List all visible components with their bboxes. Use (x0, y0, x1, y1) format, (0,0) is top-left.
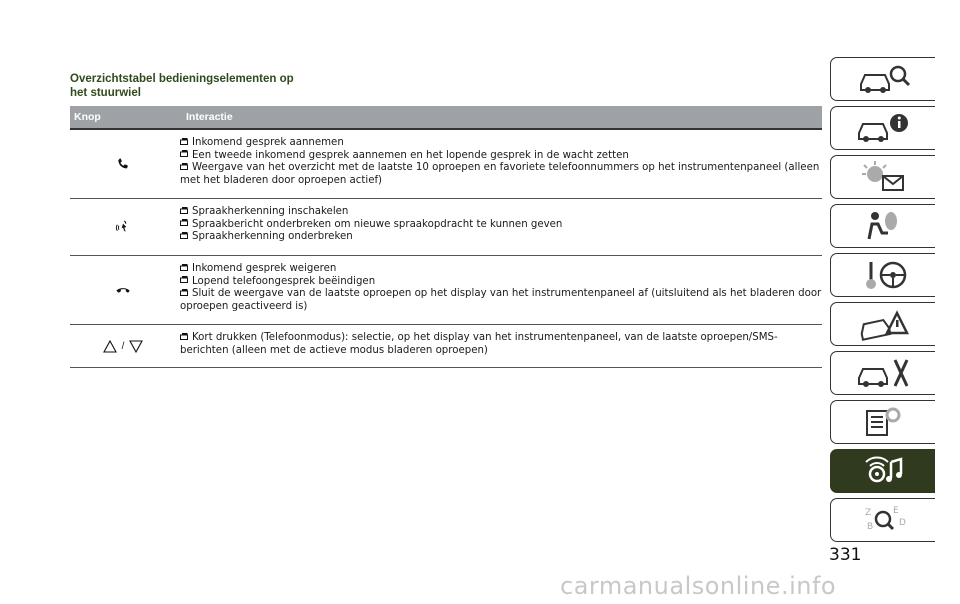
knop-cell (70, 199, 176, 255)
knop-cell (70, 130, 176, 198)
bullet-icon (180, 150, 188, 157)
header-knop: Knop (74, 111, 101, 123)
index-search-icon (853, 503, 913, 537)
key-steering-wheel-icon (853, 258, 913, 292)
tab-key-steering[interactable] (830, 253, 935, 297)
title-line-1: Overzichtstabel bedieningselementen op (70, 73, 294, 85)
bullet-icon (180, 264, 188, 271)
car-warning-icon (853, 307, 913, 341)
voice-recognition-icon (115, 219, 131, 235)
section-title (70, 72, 370, 100)
bullet-icon (180, 163, 188, 170)
list-item: Spraakherkenning inschakelen (180, 206, 822, 219)
list-item: Kort drukken (Telefoonmodus): selectie, op het display van het instrumentenpaneel, van de laatste oproepen/SMS-berichten (alleen met de actieve modus bladeren oproepen) (180, 332, 778, 356)
list-item: Een tweede inkomend gesprek aannemen en het lopende gesprek in de wacht zetten (180, 150, 822, 163)
table-row (70, 199, 822, 256)
tab-multimedia[interactable] (830, 449, 935, 493)
list-item: Inkomend gesprek aannemen (180, 137, 822, 150)
tab-car-warning[interactable] (830, 302, 935, 346)
tab-index[interactable] (830, 498, 935, 542)
tab-car-info[interactable] (830, 106, 935, 150)
tab-light-message[interactable] (830, 155, 935, 199)
list-item: Weergave van het overzicht met de laatste 10 oproepen en favoriete telefoonnummers op het instrumentenpaneel (alleen met het bladeren door oproepen actief) (180, 162, 820, 186)
table-row (70, 256, 822, 325)
phone-hangup-icon (115, 285, 131, 295)
watermark: carmanualsonline.info (560, 572, 837, 600)
phone-answer-icon (116, 157, 130, 171)
list-item: Lopend telefoongesprek beëindigen (180, 276, 822, 289)
bullet-icon (180, 289, 188, 296)
list-item: Spraakbericht onderbreken om nieuwe spraakopdracht te kunnen geven (180, 219, 822, 232)
arrow-up-icon (103, 340, 117, 353)
list-item: Spraakherkenning onderbreken (180, 231, 822, 244)
car-tools-icon (853, 356, 913, 390)
header-interactie: Interactie (186, 111, 233, 123)
chapter-tabs (830, 57, 935, 547)
slash-separator: / (121, 340, 125, 352)
title-line-2: het stuurwiel (70, 87, 141, 99)
bullet-icon (180, 219, 188, 226)
list-gear-icon (853, 405, 913, 439)
svg-text:B: B (867, 522, 874, 532)
page-number: 331 (829, 545, 862, 565)
controls-table (70, 106, 822, 368)
tab-car-search[interactable] (830, 57, 935, 101)
tab-airbag-person[interactable] (830, 204, 935, 248)
bullet-icon (180, 232, 188, 239)
table-row (70, 130, 822, 199)
svg-text:E: E (893, 506, 899, 516)
bullet-icon (180, 333, 188, 340)
table-row (70, 325, 822, 368)
svg-text:Z: Z (865, 508, 872, 518)
knop-cell (70, 325, 176, 367)
knop-cell (70, 256, 176, 324)
car-search-icon (853, 62, 913, 96)
interaction-cell (176, 325, 822, 367)
svg-text:D: D (899, 518, 906, 528)
car-info-icon (853, 111, 913, 145)
list-item: Sluit de weergave van de laatste oproepen op het display van het instrumentenpaneel af (uitsluitend als het bladeren door oproepen geactiveerd is) (180, 288, 822, 312)
bullet-icon (180, 207, 188, 214)
table-header (70, 106, 822, 130)
interaction-cell (176, 130, 822, 198)
multimedia-icon (853, 454, 913, 488)
bullet-icon (180, 138, 188, 145)
bullet-icon (180, 276, 188, 283)
list-item: Inkomend gesprek weigeren (180, 263, 822, 276)
tab-car-tools[interactable] (830, 351, 935, 395)
interaction-cell (176, 256, 822, 324)
tab-list-gear[interactable] (830, 400, 935, 444)
airbag-person-icon (853, 209, 913, 243)
interaction-cell (176, 199, 822, 255)
light-message-icon (853, 160, 913, 194)
arrow-down-icon (129, 340, 143, 353)
